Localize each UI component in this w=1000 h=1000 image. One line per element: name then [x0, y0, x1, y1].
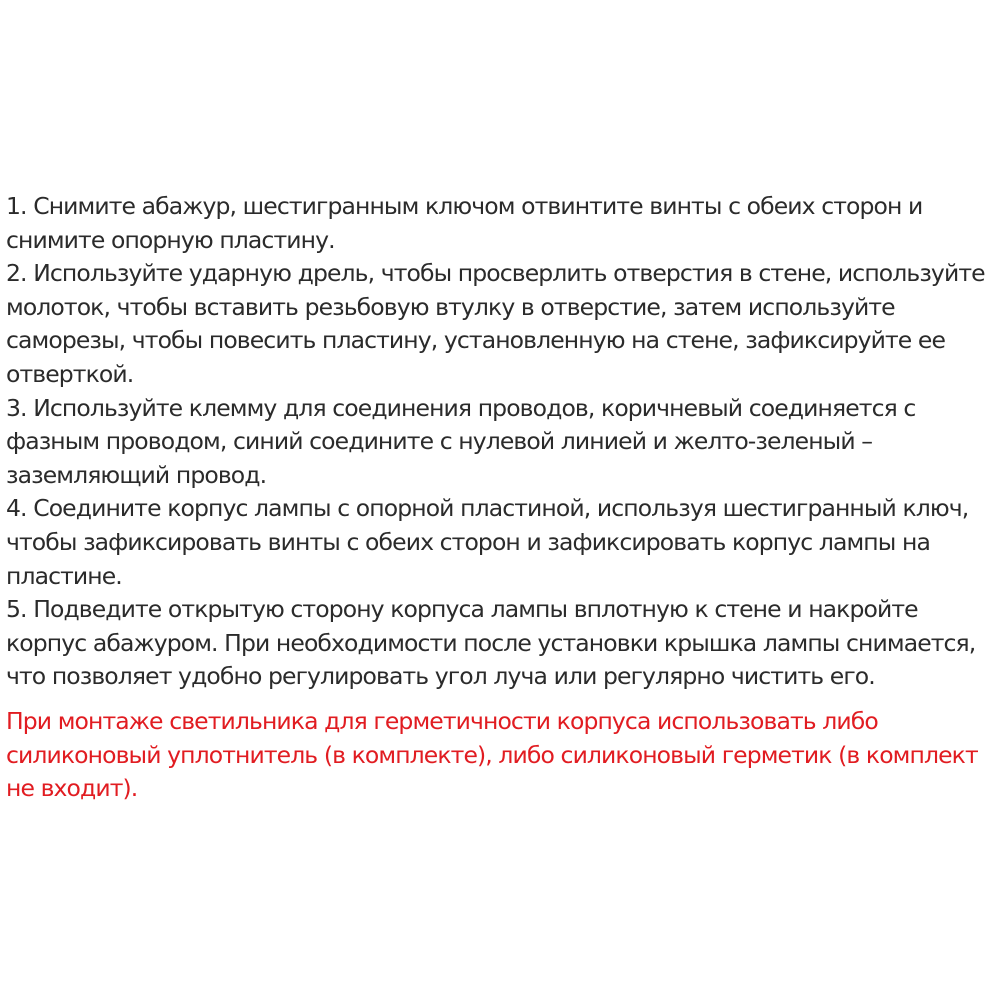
instruction-step-3: 3. Используйте клемму для соединения проводов, коричневый соединяется с фазным проводом, синий соедините с нулевой линией и желто-зеленый – заземляющий провод. — [6, 393, 916, 489]
instruction-step-2: 2. Используйте ударную дрель, чтобы просверлить отверстия в стене, используйте молоток, чтобы вставить резьбовую втулку в отверстие, затем используйте саморезы, чтобы повесить пластину, установленную на стене, зафиксируйте ее отверткой. — [6, 259, 985, 388]
instruction-steps — [6, 190, 994, 694]
sealing-warning-note: При монтаже светильника для герметичности корпуса использовать либо силиконовый уплотнитель (в комплекте), либо силиконовый герметик (в комплект не входит). — [6, 706, 978, 803]
instruction-step-1: 1. Снимите абажур, шестигранным ключом отвинтите винты с обеих сторон и снимите опорную пластину. — [6, 192, 923, 254]
instruction-step-4: 4. Соедините корпус лампы с опорной пластиной, используя шестигранный ключ, чтобы зафиксировать винты с обеих сторон и зафиксировать корпус лампы на пластине. — [6, 494, 969, 590]
instruction-step-5: 5. Подведите открытую сторону корпуса лампы вплотную к стене и накройте корпус абажуром. При необходимости после установки крышка лампы снимается, что позволяет удобно регулировать угол луча или регулярно чистить его. — [6, 595, 976, 691]
installation-instructions — [6, 190, 994, 806]
